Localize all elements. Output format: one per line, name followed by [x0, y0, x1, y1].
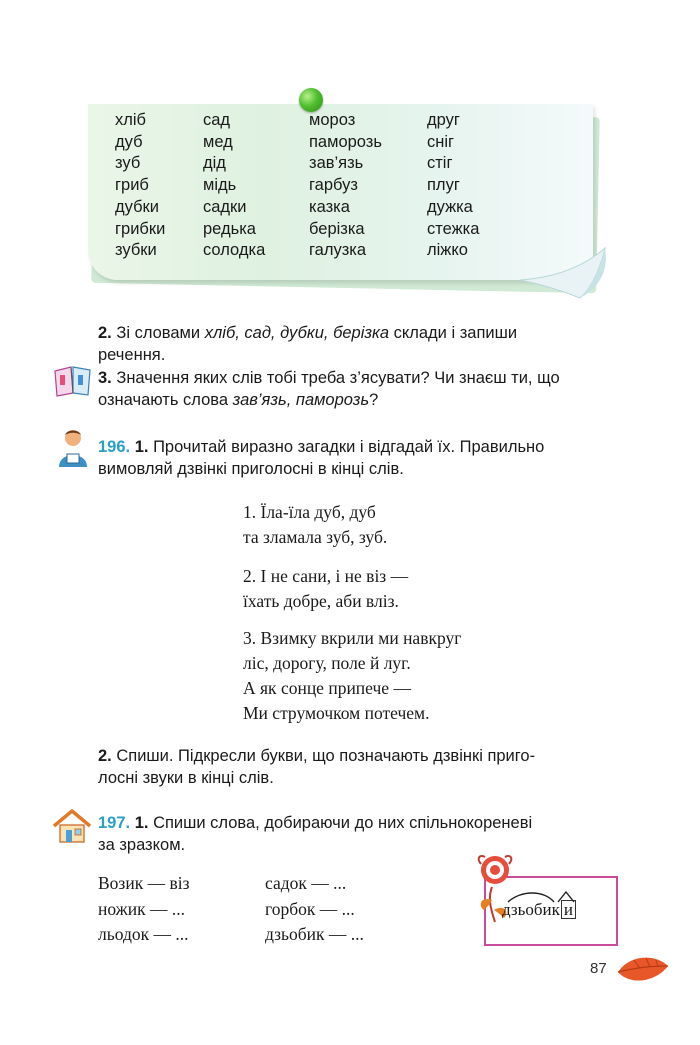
exercise-197-text: 197. 1. Спиши слова, добираючи до них спільнокореневі за зразком.: [98, 814, 533, 854]
word: казка: [309, 197, 350, 216]
task-number: 2.: [98, 324, 112, 342]
word: дуб: [115, 132, 143, 151]
word: мідь: [203, 176, 237, 195]
word: ліжко: [427, 241, 468, 260]
word-column-2: [203, 110, 265, 262]
task-number: 3.: [98, 369, 112, 387]
word-ending: и: [561, 900, 576, 919]
word: зубки: [115, 241, 157, 260]
morpheme-marks: [506, 890, 586, 904]
word-suffix: ик: [542, 900, 560, 919]
word: грибки: [115, 219, 166, 238]
word-column-1: [115, 110, 165, 262]
exercise-number: 196.: [98, 438, 131, 456]
word: дід: [203, 154, 226, 173]
word: садки: [203, 197, 247, 216]
word: стежка: [427, 219, 480, 238]
leaf-ornament-icon: [616, 952, 670, 988]
word-column-3: [309, 110, 382, 262]
word-pairs-right: садок — ... горбок — ... дзьобик — ...: [265, 873, 364, 944]
word-root: дзьоб: [502, 900, 543, 919]
word-pairs-left: Возик — віз ножик — ... льодок — ...: [98, 873, 190, 944]
word: дубки: [115, 197, 159, 216]
word: гриб: [115, 176, 149, 195]
page-number: 87: [590, 960, 607, 977]
word: дужка: [427, 197, 473, 216]
word: сад: [203, 111, 231, 129]
word: паморозь: [309, 132, 382, 151]
word: берізка: [309, 219, 365, 238]
task-2-text: 2. Зі словами хліб, сад, дубки, берізка склади і запиши речення.: [98, 324, 518, 364]
home-icon: [52, 808, 92, 844]
riddle-3: 3. Взимку вкрили ми навкруг ліс, дорогу, поле й луг. А як сонце припече — Ми струмочком потечем.: [243, 628, 462, 723]
word: хліб: [115, 111, 146, 129]
word: редька: [203, 219, 256, 238]
word: зуб: [115, 154, 141, 173]
word: гарбуз: [309, 176, 358, 195]
word: друг: [427, 111, 460, 129]
exercise-196-text: 196. 1. Прочитай виразно загадки і відгадай їх. Правильно вимовляй дзвінкі приголосні в кінці слів.: [98, 438, 545, 478]
word: плуг: [427, 176, 460, 195]
riddle-1: 1. Їла-їла дуб, дуб та зламала зуб, зуб.: [243, 502, 388, 547]
card-corner-curl: [520, 240, 612, 300]
word: солодка: [203, 241, 266, 260]
word: сніг: [427, 132, 455, 151]
word: мед: [203, 132, 233, 151]
pin-icon: [299, 88, 323, 112]
word: мороз: [309, 111, 356, 129]
riddle-2: 2. І не сани, і не віз — їхать добре, аби вліз.: [243, 566, 409, 611]
word-column-4: [427, 110, 479, 262]
word: стіг: [427, 154, 453, 173]
exercise-number: 197.: [98, 814, 131, 832]
word: галузка: [309, 241, 367, 260]
task-3-text: 3. Значення яких слів тобі треба з’ясувати? Чи знаєш ти, що означають слова зав’язь, паморозь?: [98, 369, 560, 409]
student-icon: [55, 427, 91, 467]
word: зав’язь: [309, 154, 364, 173]
dictionary-icon: [52, 365, 94, 397]
exercise-196-task-2: 2. Спиши. Підкресли букви, що позначають дзвінкі приго- лосні звуки в кінці слів.: [98, 747, 536, 787]
